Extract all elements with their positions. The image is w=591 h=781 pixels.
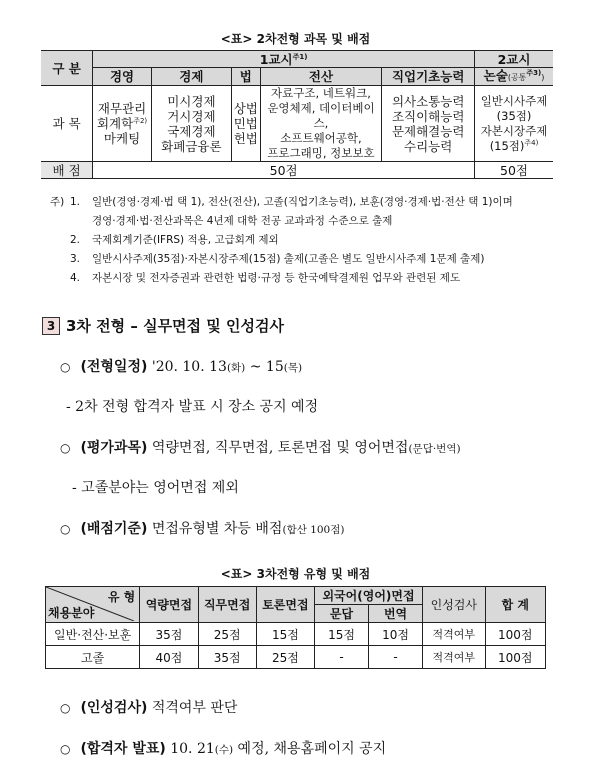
cell: 35점 xyxy=(140,623,198,646)
note-3: 3. 일반시사주제(35점)·자본시장주제(15점) 출제(고졸은 별도 일반시사주제 1문제 출제) xyxy=(70,253,485,265)
subjects-table xyxy=(41,50,553,179)
row-field: 고졸 xyxy=(46,646,140,669)
header-discussion: 토론면접 xyxy=(256,587,314,623)
col-management: 경영 xyxy=(93,68,152,86)
col-law: 법 xyxy=(231,68,260,86)
table2-caption: <표> 3차전형 유형 및 배점 xyxy=(220,567,371,581)
bullet-personality: ○ (인성검사) 적격여부 판단 xyxy=(60,700,238,716)
subjects-it: 자료구조, 네트워크, 운영체제, 데이터베이스, 소프트웨어공학, 프로그래밍, 정보보호 xyxy=(260,86,382,162)
subjects-economics: 미시경제 거시경제 국제경제 화폐금융론 xyxy=(151,86,231,162)
col-essay: 논술(공통$^{주3)}$) xyxy=(475,68,553,86)
section-header xyxy=(42,315,284,336)
cell: 100점 xyxy=(485,646,545,669)
bullet-schedule: ○ (전형일정) '20. 10. 13(화) ~ 15(목) xyxy=(60,359,303,375)
cell: - xyxy=(315,646,369,669)
subjects-management: 재무관리 회계학$^{주2)}$ 마케팅 xyxy=(93,86,152,162)
subjects-law: 상법 민법 헌법 xyxy=(231,86,260,162)
header-job: 직무면접 xyxy=(198,587,256,623)
table-row xyxy=(46,623,546,646)
header-total: 합 계 xyxy=(485,587,545,623)
section-title: 3차 전형 – 실무면접 및 인성검사 xyxy=(66,317,284,335)
cell: 100점 xyxy=(485,623,545,646)
header-english: 외국어(영어)면접 xyxy=(315,587,423,605)
evaluation-sub: - 고졸분야는 영어면접 제외 xyxy=(72,480,239,496)
interview-table xyxy=(45,586,546,669)
table-row xyxy=(46,646,546,669)
row-field: 일반·전산·보훈 xyxy=(46,623,140,646)
score-label: 배 점 xyxy=(41,162,93,179)
note-1: 주) 1. 일반(경영·경제·법 택 1), 전산(전산), 고졸(직업기초능력), 보훈(경영·경제·법·전산 택 1)이며 xyxy=(50,196,513,208)
schedule-sub: - 2차 전형 합격자 발표 시 장소 공지 예정 xyxy=(66,399,319,415)
cell: 25점 xyxy=(198,623,256,646)
row-header: 구 분 xyxy=(41,51,93,86)
note-1-cont: 경영·경제·법·전산과목은 4년제 대학 전공 교과과정 수준으로 출제 xyxy=(92,215,393,227)
note-4: 4. 자본시장 및 전자증권과 관련한 법령·규정 등 한국예탁결제원 업무와 관련된 제도 xyxy=(70,272,461,284)
note-2: 2. 국제회계기준(IFRS) 적용, 고급회계 제외 xyxy=(70,234,279,246)
notes xyxy=(50,193,570,288)
corner-top: 유 형 xyxy=(107,590,136,604)
table1-caption: <표> 2차전형 과목 및 배점 xyxy=(220,32,371,46)
cell: 15점 xyxy=(315,623,369,646)
bullet-evaluation: ○ (평가과목) 역량면접, 직무면접, 토론면접 및 영어면접(문답·번역) xyxy=(60,440,461,456)
cell: 40점 xyxy=(140,646,198,669)
header-competency: 역량면접 xyxy=(140,587,198,623)
cell: 35점 xyxy=(198,646,256,669)
subjects-basic: 의사소통능력 조직이해능력 문제해결능력 수리능력 xyxy=(382,86,475,162)
col-it: 전산 xyxy=(260,68,382,86)
score-session1: 50점 xyxy=(93,162,475,179)
cell: - xyxy=(369,646,423,669)
corner-cell xyxy=(46,587,140,623)
header-personality: 인성검사 xyxy=(423,587,486,623)
cell: 적격여부 xyxy=(423,623,486,646)
cell: 15점 xyxy=(256,623,314,646)
col-basic: 직업기초능력 xyxy=(382,68,475,86)
session1-header: 1교시$^{주1)}$ xyxy=(93,51,475,68)
section-number: 3 xyxy=(42,317,60,335)
header-english-qa: 문답 xyxy=(315,605,369,623)
header-english-translation: 번역 xyxy=(369,605,423,623)
subjects-essay: 일반시사주제 (35점) 자본시장주제 (15점)$^{주4)}$ xyxy=(475,86,553,162)
col-economics: 경제 xyxy=(151,68,231,86)
bullet-result: ○ (합격자 발표) 10. 21(수) 예정, 채용홈페이지 공지 xyxy=(60,741,387,757)
cell: 10점 xyxy=(369,623,423,646)
bullet-scoring: ○ (배점기준) 면접유형별 차등 배점(합산 100점) xyxy=(60,521,345,537)
cell: 25점 xyxy=(256,646,314,669)
score-session2: 50점 xyxy=(475,162,553,179)
cell: 적격여부 xyxy=(423,646,486,669)
session2-header: 2교시 xyxy=(475,51,553,68)
subject-label: 과 목 xyxy=(41,86,93,162)
corner-bottom: 채용분야 xyxy=(48,606,95,620)
